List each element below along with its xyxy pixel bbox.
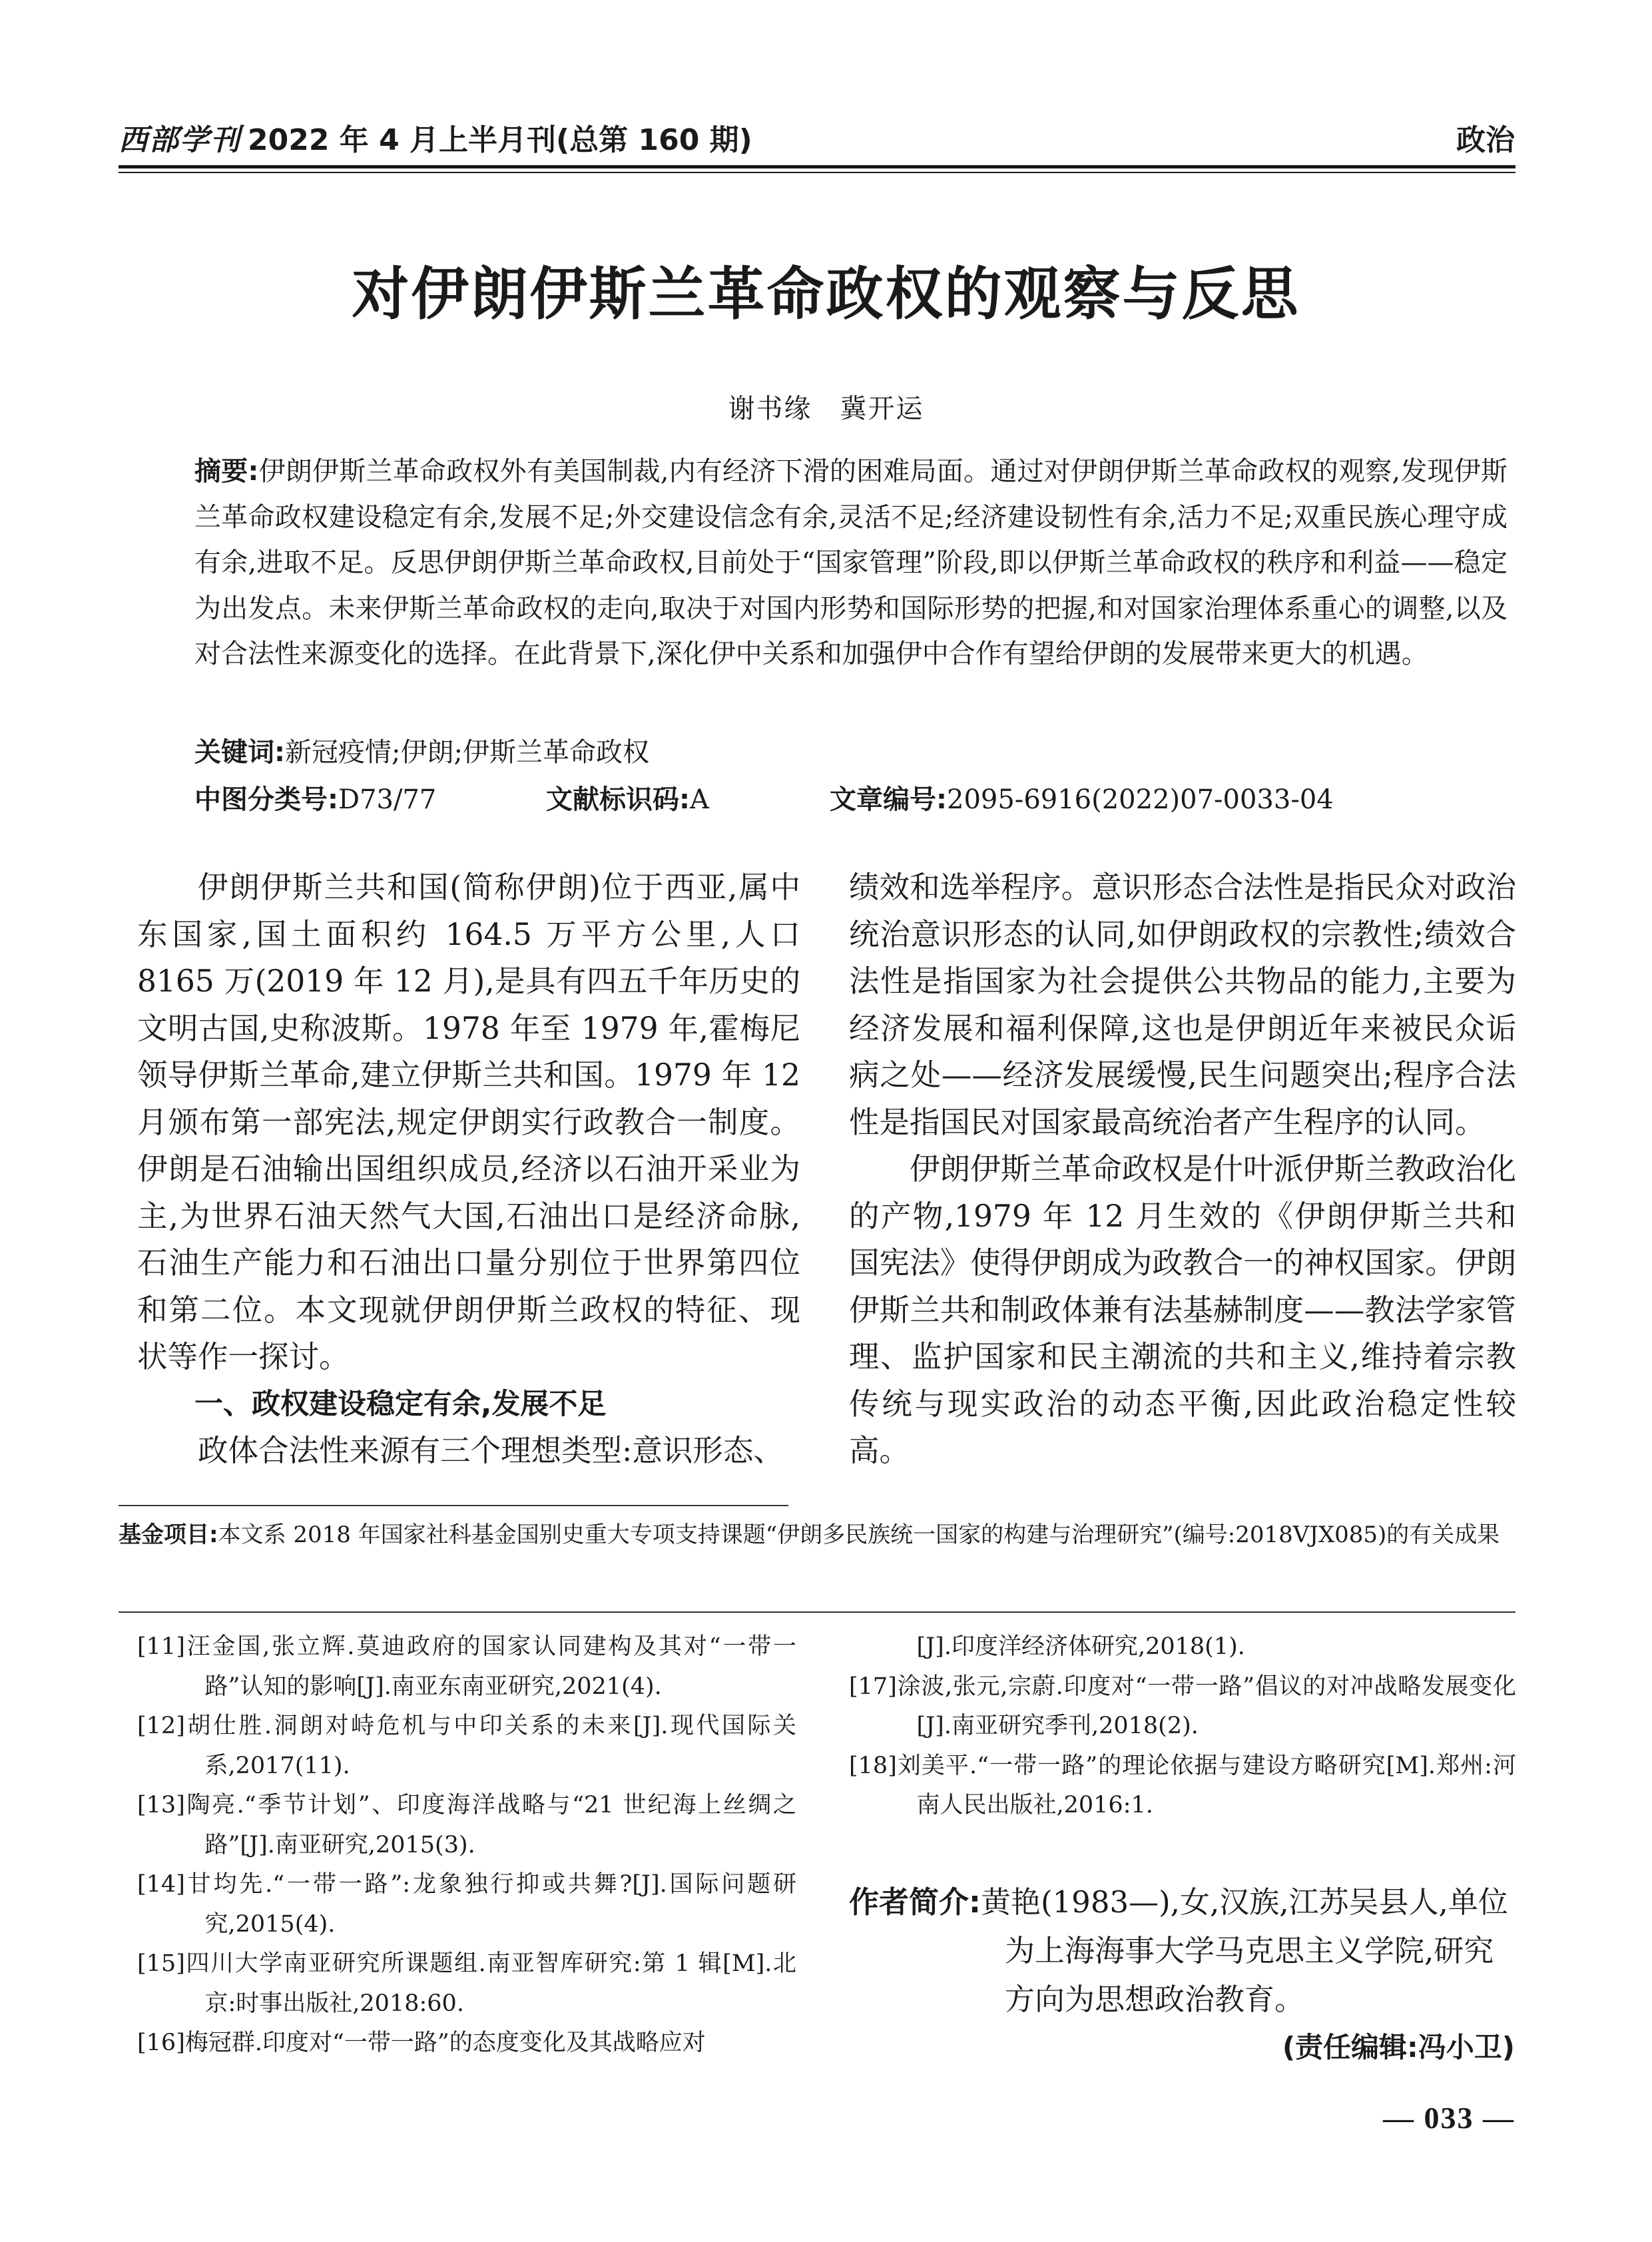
- journal-logo: 西部学刊: [119, 124, 241, 156]
- article-authors: 谢书缘 冀开运: [728, 394, 924, 424]
- section-label: 政治: [1456, 123, 1515, 157]
- funding-text: 本文系 2018 年国家社科基金国别史重大专项支持课题“伊朗多民族统一国家的构建与治理研究”(编号:2018VJX085)的有关成果: [218, 1522, 1500, 1548]
- body-paragraph: 绩效和选举程序。意识形态合法性是指民众对政治统治意识形态的认同,如伊朗政权的宗教性;绩效合法性是指国家为社会提供公共物品的能力,主要为经济发展和福利保障,这也是伊朗近年来被民众诟病之处——经济发展缓慢,民生问题突出;程序合法性是指国民对国家最高统治者产生程序的认同。: [849, 870, 1516, 1140]
- reference-item: [16]梅冠群.印度对“一带一路”的态度变化及其战略应对: [137, 2030, 706, 2056]
- article-number-label: 文章编号:: [830, 784, 947, 815]
- doc-label: 文献标识码:: [546, 784, 690, 815]
- reference-item: [15]四川大学南亚研究所课题组.南亚智库研究:第 1 辑[M].北京:时事出版社,2018:60.: [137, 1950, 796, 2017]
- header-rule-thick: [119, 165, 1515, 168]
- article-title: 对伊朗伊斯兰革命政权的观察与反思: [352, 260, 1300, 328]
- responsible-editor: (责任编辑:冯小卫): [1282, 2031, 1515, 2064]
- author-intro: [849, 1878, 1516, 2024]
- references-left: [137, 1627, 796, 2064]
- body-paragraph: 伊朗伊斯兰革命政权是什叶派伊斯兰教政治化的产物,1979 年 12 月生效的《伊朗伊斯兰共和国宪法》使得伊朗成为政教合一的神权国家。伊朗伊斯兰共和制政体兼有法基赫制度——教法学家管理、监护国家和民主潮流的共和主义,维持着宗教传统与现实政治的动态平衡,因此政治稳定性较高。: [849, 1151, 1516, 1468]
- reference-item: [13]陶亮.“季节计划”、印度海洋战略与“21 世纪海上丝绸之路”[J].南亚研究,2015(3).: [137, 1792, 796, 1858]
- references-rule: [119, 1611, 1515, 1613]
- body-column-right: [849, 864, 1516, 1475]
- clc-code: [194, 777, 436, 822]
- header-rule-thin: [119, 172, 1515, 173]
- section-heading: 一、政权建设稳定有余,发展不足: [194, 1387, 607, 1421]
- issue-info: 2022 年 4 月上半月刊(总第 160 期): [248, 123, 752, 157]
- reference-item: [12]胡仕胜.洞朗对峙危机与中印关系的未来[J].现代国际关系,2017(11).: [137, 1713, 796, 1779]
- clc-label: 中图分类号:: [194, 784, 338, 815]
- keywords: [194, 730, 649, 775]
- author-intro-label: 作者简介:: [849, 1884, 981, 1920]
- keywords-label: 关键词:: [194, 737, 285, 768]
- doc-value: A: [690, 784, 709, 815]
- reference-item: [14]甘均先.“一带一路”:龙象独行抑或共舞?[J].国际问题研究,2015(4).: [137, 1871, 796, 1938]
- author-intro-text: 黄艳(1983—),女,汉族,江苏吴县人,单位为上海海事大学马克思主义学院,研究方向为思想政治教育。: [981, 1884, 1508, 2017]
- body-column-left: [137, 864, 800, 1475]
- clc-value: D73/77: [338, 784, 437, 815]
- page-number: — 033 —: [1383, 2101, 1515, 2135]
- reference-item: [17]涂波,张元,宗蔚.印度对“一带一路”倡议的对冲战略发展变化[J].南亚研究季刊,2018(2).: [849, 1673, 1516, 1739]
- reference-continuation: [J].印度洋经济体研究,2018(1).: [916, 1633, 1245, 1660]
- article-number-value: 2095-6916(2022)07-0033-04: [947, 784, 1334, 815]
- references-right: [849, 1627, 1516, 1826]
- keywords-text: 新冠疫情;伊朗;伊斯兰革命政权: [285, 737, 649, 768]
- footnote-rule: [119, 1505, 788, 1506]
- article-number: [830, 777, 1334, 822]
- abstract-label: 摘要:: [194, 456, 259, 487]
- funding-label: 基金项目:: [119, 1522, 218, 1548]
- funding-note: [119, 1516, 1515, 1554]
- doc-code: [546, 777, 709, 822]
- reference-item: [18]刘美平.“一带一路”的理论依据与建设方略研究[M].郑州:河南人民出版社,2016:1.: [849, 1752, 1516, 1819]
- abstract: [194, 449, 1508, 677]
- abstract-text: 伊朗伊斯兰革命政权外有美国制裁,内有经济下滑的困难局面。通过对伊朗伊斯兰革命政权的观察,发现伊斯兰革命政权建设稳定有余,发展不足;外交建设信念有余,灵活不足;经济建设韧性有余,活力不足;双重民族心理守成有余,进取不足。反思伊朗伊斯兰革命政权,目前处于“国家管理”阶段,即以伊斯兰革命政权的秩序和利益——稳定为出发点。未来伊斯兰革命政权的走向,取决于对国内形势和国际形势的把握,和对国家治理体系重心的调整,以及对合法性来源变化的选择。在此背景下,深化伊中关系和加强伊中合作有望给伊朗的发展带来更大的机遇。: [194, 456, 1508, 669]
- body-paragraph: 政体合法性来源有三个理想类型:意识形态、: [198, 1433, 784, 1468]
- body-paragraph: 伊朗伊斯兰共和国(简称伊朗)位于西亚,属中东国家,国土面积约 164.5 万平方公里,人口 8165 万(2019 年 12 月),是具有四五千年历史的文明古国,史称波斯。1978 年至 1979 年,霍梅尼领导伊斯兰革命,建立伊斯兰共和国。1979 年 12 月颁布第一部宪法,规定伊朗实行政教合一制度。伊朗是石油输出国组织成员,经济以石油开采业为主,为世界石油天然气大国,石油出口是经济命脉,石油生产能力和石油出口量分别位于世界第四位和第二位。本文现就伊朗伊斯兰政权的特征、现状等作一探讨。: [137, 870, 800, 1374]
- reference-item: [11]汪金国,张立辉.莫迪政府的国家认同建构及其对“一带一路”认知的影响[J].南亚东南亚研究,2021(4).: [137, 1633, 796, 1700]
